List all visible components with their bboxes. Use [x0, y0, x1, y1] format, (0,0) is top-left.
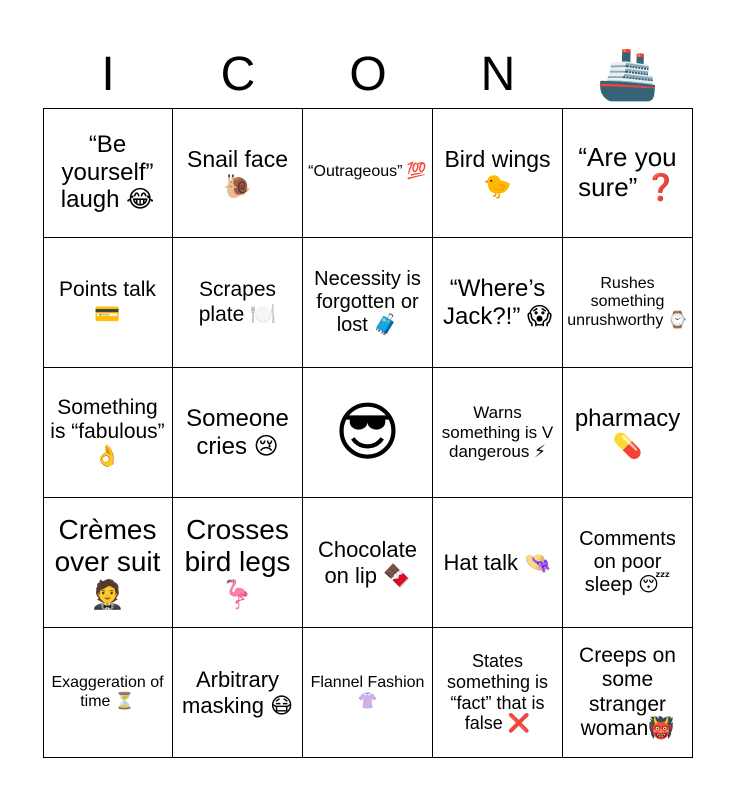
- bingo-square-label: Arbitrary masking 😷: [182, 667, 293, 718]
- bingo-square-label: Something is “fabulous” 👌: [50, 396, 165, 468]
- bingo-square-r4-c2[interactable]: [173, 498, 303, 628]
- bingo-square-label: Crèmes over suit 🤵: [54, 514, 161, 610]
- header-letter-n: N: [480, 47, 516, 101]
- bingo-square-r3-c2[interactable]: [173, 368, 303, 498]
- bingo-square-label: Necessity is forgotten or lost 🧳: [314, 268, 421, 336]
- bingo-square-r5-c4[interactable]: [433, 628, 563, 758]
- bingo-square-r1-c5[interactable]: [563, 108, 693, 238]
- bingo-square-r3-c3[interactable]: [303, 368, 433, 498]
- bingo-header: [43, 40, 693, 108]
- bingo-square-r3-c1[interactable]: [43, 368, 173, 498]
- bingo-square-r2-c2[interactable]: [173, 238, 303, 368]
- bingo-square-r3-c4[interactable]: [433, 368, 563, 498]
- bingo-square-r2-c4[interactable]: [433, 238, 563, 368]
- header-letter-o: O: [349, 47, 387, 101]
- bingo-square-r4-c3[interactable]: [303, 498, 433, 628]
- header-letter-c: C: [220, 47, 256, 101]
- bingo-square-r5-c5[interactable]: [563, 628, 693, 758]
- bingo-square-label: Exaggeration of time ⏳: [51, 674, 164, 710]
- bingo-square-r5-c2[interactable]: [173, 628, 303, 758]
- bingo-square-label: Crosses bird legs 🦩: [184, 514, 291, 610]
- bingo-square-label: Creeps on some stranger woman👹: [579, 644, 676, 740]
- bingo-square-r1-c3[interactable]: [303, 108, 433, 238]
- bingo-square-label: “Be yourself” laugh 😂: [60, 131, 155, 214]
- bingo-square-label: Someone cries 😢: [186, 404, 289, 460]
- bingo-square-r5-c1[interactable]: [43, 628, 173, 758]
- bingo-square-label: “Where’s Jack?!” 😱: [442, 274, 553, 330]
- free-space-sunglasses-icon: 😎: [334, 395, 401, 468]
- bingo-square-r3-c5[interactable]: [563, 368, 693, 498]
- bingo-square-label: Chocolate on lip 🍫: [317, 537, 418, 588]
- bingo-square-label: Rushes something unrushworthy ⌚: [567, 274, 688, 329]
- bingo-square-r2-c1[interactable]: [43, 238, 173, 368]
- bingo-square-label: Bird wings 🐤: [444, 146, 551, 199]
- bingo-board: [43, 108, 693, 758]
- bingo-square-label: Scrapes plate 🍽️: [198, 278, 277, 326]
- bingo-square-label: Flannel Fashion 👚: [310, 674, 425, 710]
- bingo-square-label: Hat talk 👒: [443, 549, 552, 575]
- bingo-square-r1-c2[interactable]: [173, 108, 303, 238]
- bingo-square-r5-c3[interactable]: [303, 628, 433, 758]
- bingo-square-label: Snail face 🐌: [186, 146, 288, 199]
- bingo-square-r1-c4[interactable]: [433, 108, 563, 238]
- bingo-square-label: “Outrageous” 💯: [308, 163, 427, 181]
- bingo-square-label: Comments on poor sleep 😴: [579, 528, 676, 596]
- header-letter-i: I: [101, 47, 115, 101]
- bingo-square-r2-c3[interactable]: [303, 238, 433, 368]
- bingo-square-label: States something is “fact” that is false ❌: [446, 651, 549, 734]
- ship-icon: 🚢: [596, 45, 660, 102]
- bingo-square-r1-c1[interactable]: [43, 108, 173, 238]
- bingo-square-r4-c4[interactable]: [433, 498, 563, 628]
- bingo-square-label: pharmacy 💊: [574, 404, 681, 460]
- bingo-square-label: Warns something is V dangerous ⚡: [441, 403, 554, 462]
- bingo-square-r4-c1[interactable]: [43, 498, 173, 628]
- bingo-square-r2-c5[interactable]: [563, 238, 693, 368]
- bingo-square-r4-c5[interactable]: [563, 498, 693, 628]
- bingo-square-label: Points talk 💳: [59, 278, 156, 326]
- bingo-square-label: “Are you sure” ❓: [578, 141, 677, 202]
